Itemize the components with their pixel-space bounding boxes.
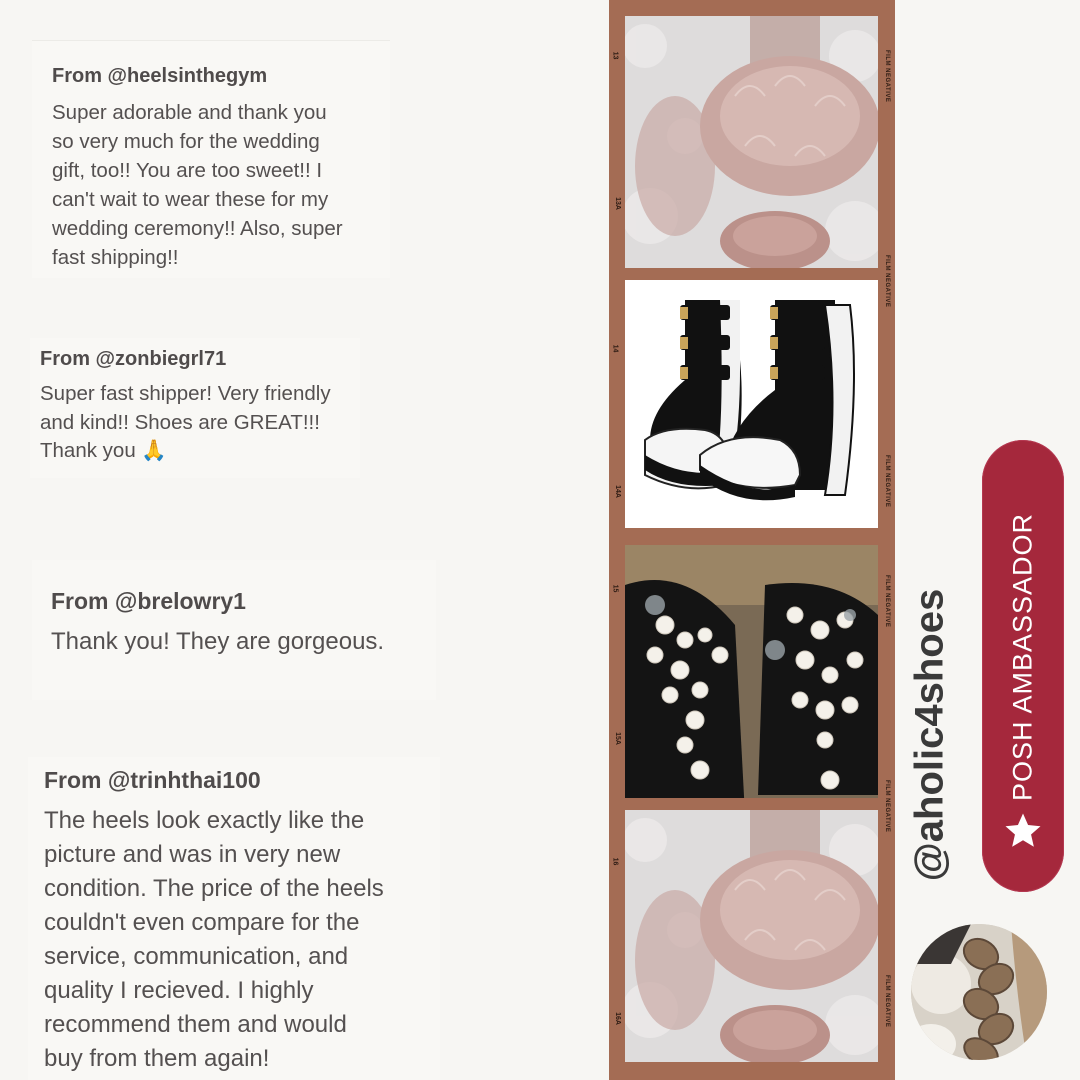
review-author[interactable]: From @heelsinthegym (52, 65, 268, 87)
review-text (52, 98, 372, 272)
frame-number: 14A (613, 485, 621, 498)
review-line: so very much for the wedding (52, 130, 320, 153)
review-line: fast shipping!! (52, 246, 179, 269)
review-line: condition. The price of the heels (44, 875, 384, 902)
review-author[interactable]: From @trinhthai100 (44, 767, 261, 793)
star-icon (1002, 810, 1044, 852)
film-edge-label: FILM NEGATIVE (884, 50, 890, 103)
review-line: Thank you! They are gorgeous. (51, 628, 385, 655)
frame-number: 15 (611, 584, 619, 593)
posh-ambassador-badge (982, 440, 1064, 892)
pink-fur-sandal-photo[interactable] (625, 810, 878, 1062)
frame-number: 13A (613, 197, 621, 210)
profile-handle[interactable] (905, 575, 955, 895)
pink-fur-sandal-image (625, 16, 878, 268)
badge-label: POSH AMBASSADOR (1007, 512, 1038, 801)
review-author[interactable]: From @zonbiegrl71 (40, 348, 227, 370)
film-edge-label: FILM NEGATIVE (884, 255, 890, 308)
review-line: The heels look exactly like the (44, 807, 365, 834)
black-white-wedge-photo[interactable] (625, 280, 878, 528)
review-line: picture and was in very new (44, 841, 341, 868)
frame-number: 16A (613, 1012, 621, 1025)
pink-fur-sandal-image (625, 810, 878, 1062)
review-line: quality I recieved. I highly (44, 977, 314, 1004)
avatar[interactable] (911, 924, 1047, 1060)
film-strip (609, 0, 895, 1080)
review-line: buy from them again! (44, 1045, 270, 1072)
review-card (28, 757, 440, 1080)
film-edge-label: FILM NEGATIVE (884, 975, 890, 1028)
review-text (51, 628, 436, 656)
frame-number: 16 (611, 857, 619, 866)
review-line: couldn't even compare for the (44, 909, 360, 936)
review-line: recommend them and would (44, 1011, 347, 1038)
frame-number: 14 (611, 344, 619, 353)
review-line: wedding ceremony!! Also, super (52, 217, 343, 240)
review-line: service, communication, and (44, 943, 349, 970)
review-card (32, 560, 436, 700)
pearl-embellished-heel-photo[interactable] (625, 545, 878, 798)
black-white-wedge-image (625, 280, 878, 528)
profile-handle-text: @aholic4shoes (907, 588, 952, 882)
review-text (40, 380, 350, 466)
review-line: can't wait to wear these for my (52, 188, 329, 211)
frame-number: 13 (611, 51, 619, 60)
review-line: Super fast shipper! Very friendly (40, 382, 331, 405)
review-line: and kind!! Shoes are GREAT!!! (40, 410, 320, 434)
review-line: Super adorable and thank you (52, 101, 327, 124)
review-text (44, 804, 440, 1076)
film-edge-label: FILM NEGATIVE (884, 575, 890, 628)
film-edge-label: FILM NEGATIVE (884, 780, 890, 833)
film-edge-label: FILM NEGATIVE (884, 455, 890, 508)
pearl-heel-image (625, 545, 878, 798)
pink-fur-sandal-photo[interactable] (625, 16, 878, 268)
review-line: gift, too!! You are too sweet!! I (52, 159, 323, 182)
review-card (32, 40, 390, 278)
frame-number: 15A (613, 732, 621, 745)
review-card (30, 338, 360, 478)
review-line: Thank you 🙏 (40, 439, 167, 462)
braided-leather-avatar (911, 924, 1047, 1060)
review-author[interactable]: From @brelowry1 (51, 588, 246, 614)
